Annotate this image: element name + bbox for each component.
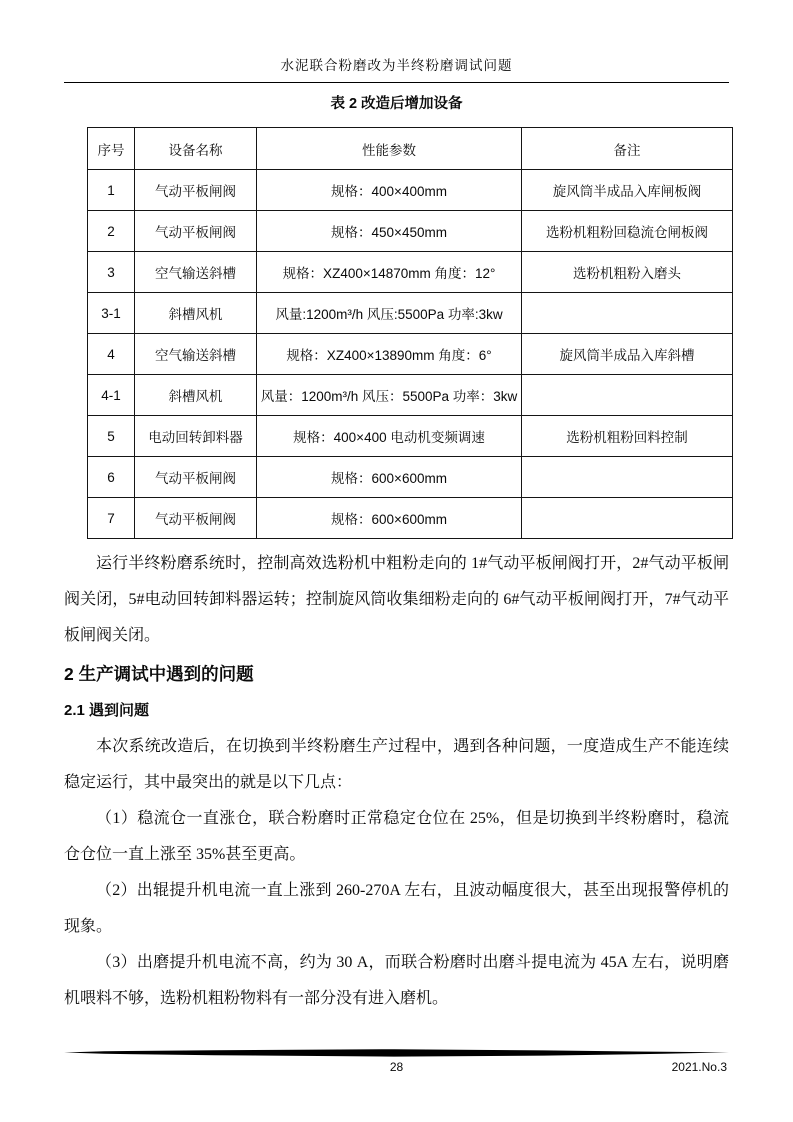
- table-cell: 空气输送斜槽: [135, 334, 257, 375]
- table-cell: 4: [88, 334, 135, 375]
- table-cell: 选粉机粗粉回料控制: [522, 416, 733, 457]
- table-row: [88, 375, 733, 416]
- table-cell: 风量：1200m³/h 风压：5500Pa 功率：3kw: [257, 375, 522, 416]
- table-row: [88, 498, 733, 539]
- table-cell: 6: [88, 457, 135, 498]
- header-divider: [64, 82, 729, 83]
- table-cell: 2: [88, 211, 135, 252]
- table-cell: 3-1: [88, 293, 135, 334]
- table-cell: [522, 293, 733, 334]
- table-cell: 规格：600×600mm: [257, 498, 522, 539]
- page-number: 28: [389, 1060, 404, 1074]
- table-cell: 旋风筒半成品入库闸板阀: [522, 170, 733, 211]
- table-cell: 气动平板闸阀: [135, 211, 257, 252]
- table-cell: 气动平板闸阀: [135, 457, 257, 498]
- table-cell: 3: [88, 252, 135, 293]
- table-cell: 电动回转卸料器: [135, 416, 257, 457]
- table-cell: 风量:1200m³/h 风压:5500Pa 功率:3kw: [257, 293, 522, 334]
- paragraph-intro: 本次系统改造后，在切换到半终粉磨生产过程中，遇到各种问题，一度造成生产不能连续稳定运行，其中最突出的就是以下几点：: [64, 738, 729, 791]
- column-header-remarks: 备注: [522, 128, 733, 170]
- equipment-table: [87, 127, 733, 539]
- running-header-title: 水泥联合粉磨改为半终粉磨调试问题: [280, 58, 513, 73]
- table-caption: 表 2 改造后增加设备: [330, 96, 463, 112]
- column-header-equipment-name: 设备名称: [135, 128, 257, 170]
- paragraph-issue-2: （2）出辊提升机电流一直上涨到 260-270A 左右，且波动幅度很大，甚至出现报警停机的现象。: [64, 882, 729, 935]
- table-cell: 7: [88, 498, 135, 539]
- table-row: [88, 293, 733, 334]
- table-cell: 气动平板闸阀: [135, 498, 257, 539]
- table-row: [88, 170, 733, 211]
- footer-text-row: [64, 1060, 729, 1078]
- table-cell: 气动平板闸阀: [135, 170, 257, 211]
- subsection-heading-2-1: 2.1 遇到问题: [64, 702, 150, 719]
- table-cell: 4-1: [88, 375, 135, 416]
- table-row: [88, 416, 733, 457]
- paragraph-operation-description: 运行半终粉磨系统时，控制高效选粉机中粗粉走向的 1#气动平板闸阀打开，2#气动平板闸阀关闭，5#电动回转卸料器运转；控制旋风筒收集细粉走向的 6#气动平板闸阀打开，7#气动平板闸阀关闭。: [64, 555, 729, 644]
- table-row: [88, 334, 733, 375]
- paragraph-issue-1: （1）稳流仓一直涨仓，联合粉磨时正常稳定仓位在 25%，但是切换到半终粉磨时，稳流仓仓位一直上涨至 35%甚至更高。: [64, 810, 729, 863]
- table-cell: 规格：450×450mm: [257, 211, 522, 252]
- column-header-performance-params: 性能参数: [257, 128, 522, 170]
- table-row: [88, 457, 733, 498]
- table-header-row: [88, 128, 733, 170]
- table-cell: 斜槽风机: [135, 375, 257, 416]
- footer-divider: [64, 1048, 729, 1058]
- table-cell: 规格：400×400mm: [257, 170, 522, 211]
- table-cell: 选粉机粗粉回稳流仓闸板阀: [522, 211, 733, 252]
- paragraph-issue-3: （3）出磨提升机电流不高，约为 30 A，而联合粉磨时出磨斗提电流为 45A 左右，说明磨机喂料不够，选粉机粗粉物料有一部分没有进入磨机。: [64, 954, 729, 1007]
- table-cell: 1: [88, 170, 135, 211]
- table-cell: 选粉机粗粉入磨头: [522, 252, 733, 293]
- journal-issue-label: 2021.No.3: [671, 1060, 727, 1074]
- table-cell: 斜槽风机: [135, 293, 257, 334]
- column-header-seq: 序号: [88, 128, 135, 170]
- table-cell: [522, 457, 733, 498]
- table-cell: 空气输送斜槽: [135, 252, 257, 293]
- table-cell: 5: [88, 416, 135, 457]
- table-row: [88, 211, 733, 252]
- table-cell: [522, 498, 733, 539]
- table-row: [88, 252, 733, 293]
- table-cell: 规格：XZ400×14870mm 角度：12°: [257, 252, 522, 293]
- section-heading-2: 2 生产调试中遇到的问题: [64, 664, 254, 684]
- content-area: [64, 0, 729, 1017]
- table-cell: 规格：400×400 电动机变频调速: [257, 416, 522, 457]
- table-cell: 规格：XZ400×13890mm 角度：6°: [257, 334, 522, 375]
- table-cell: [522, 375, 733, 416]
- table-cell: 规格：600×600mm: [257, 457, 522, 498]
- page-footer: [64, 1048, 729, 1122]
- table-cell: 旋风筒半成品入库斜槽: [522, 334, 733, 375]
